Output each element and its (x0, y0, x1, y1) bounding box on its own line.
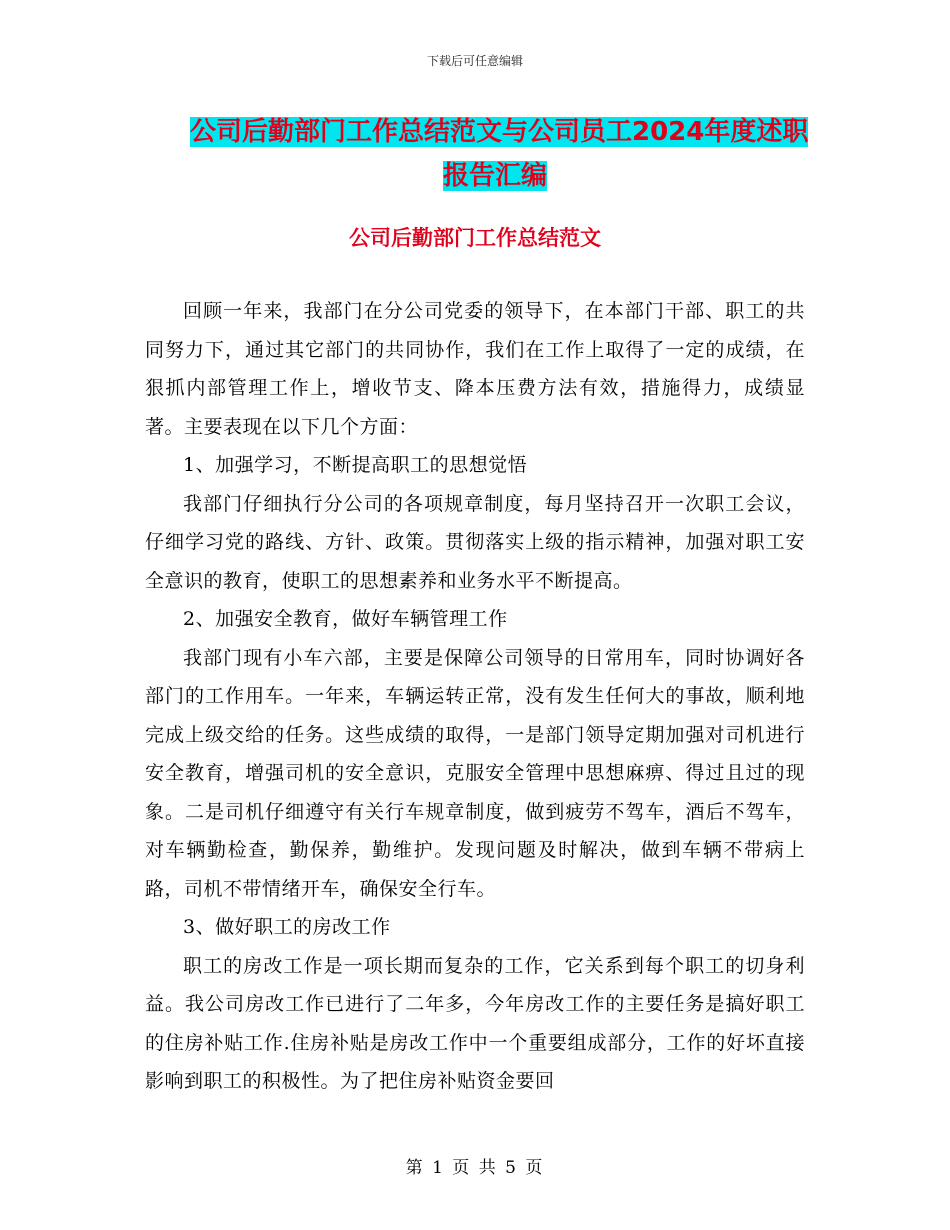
title-line-2: 报告汇编 (442, 161, 547, 191)
paragraph-2: 我部门现有小车六部，主要是保障公司领导的日常用车，同时协调好各部门的工作用车。一年来，车辆运转正常，没有发生任何大的事故，顺利地完成上级交给的任务。这些成绩的取得，一是部门领导定期加强对司机进行安全教育，增强司机的安全意识，克服安全管理中思想麻痹、得过且过的现象。二是司机仔细遵守有关行车规章制度，做到疲劳不驾车，酒后不驾车，对车辆勤检查，勤保养，勤维护。发现问题及时解决，做到车辆不带病上路，司机不带情绪开车，确保安全行车。 (145, 646, 805, 900)
heading-3: 3、做好职工的房改工作 (183, 916, 391, 938)
heading-2: 2、加强安全教育，做好车辆管理工作 (183, 608, 508, 630)
document-title (170, 110, 820, 198)
title-line-1-wrap (170, 110, 820, 154)
paragraph-intro: 回顾一年来，我部门在分公司党委的领导下，在本部门干部、职工的共同努力下，通过其它部门的共同协作，我们在工作上取得了一定的成绩，在狠抓内部管理工作上，增收节支、降本压费方法有效，措施得力，成绩显著。主要表现在以下几个方面： (145, 300, 805, 438)
document-body (145, 292, 805, 1101)
paragraph-1: 我部门仔细执行分公司的各项规章制度，每月坚持召开一次职工会议，仔细学习党的路线、方针、政策。贯彻落实上级的指示精神，加强对职工安全意识的教育，使职工的思想素养和业务水平不断提高。 (145, 492, 805, 592)
page-header-note: 下载后可任意编辑 (426, 54, 523, 68)
paragraph-3: 职工的房改工作是一项长期而复杂的工作，它关系到每个职工的切身利益。我公司房改工作已进行了二年多，今年房改工作的主要任务是搞好职工的住房补贴工作.住房补贴是房改工作中一个重要组成部分，工作的好坏直接影响到职工的积极性。为了把住房补贴资金要回 (145, 954, 805, 1092)
section-title: 公司后勤部门工作总结范文 (349, 226, 601, 250)
page-number: 第 1 页 共 5 页 (405, 1158, 545, 1178)
title-line-1: 公司后勤部门工作总结范文与公司员工2024年度述职 (190, 117, 809, 147)
title-line-2-wrap (170, 154, 820, 198)
heading-1: 1、加强学习，不断提高职工的思想觉悟 (183, 454, 528, 476)
